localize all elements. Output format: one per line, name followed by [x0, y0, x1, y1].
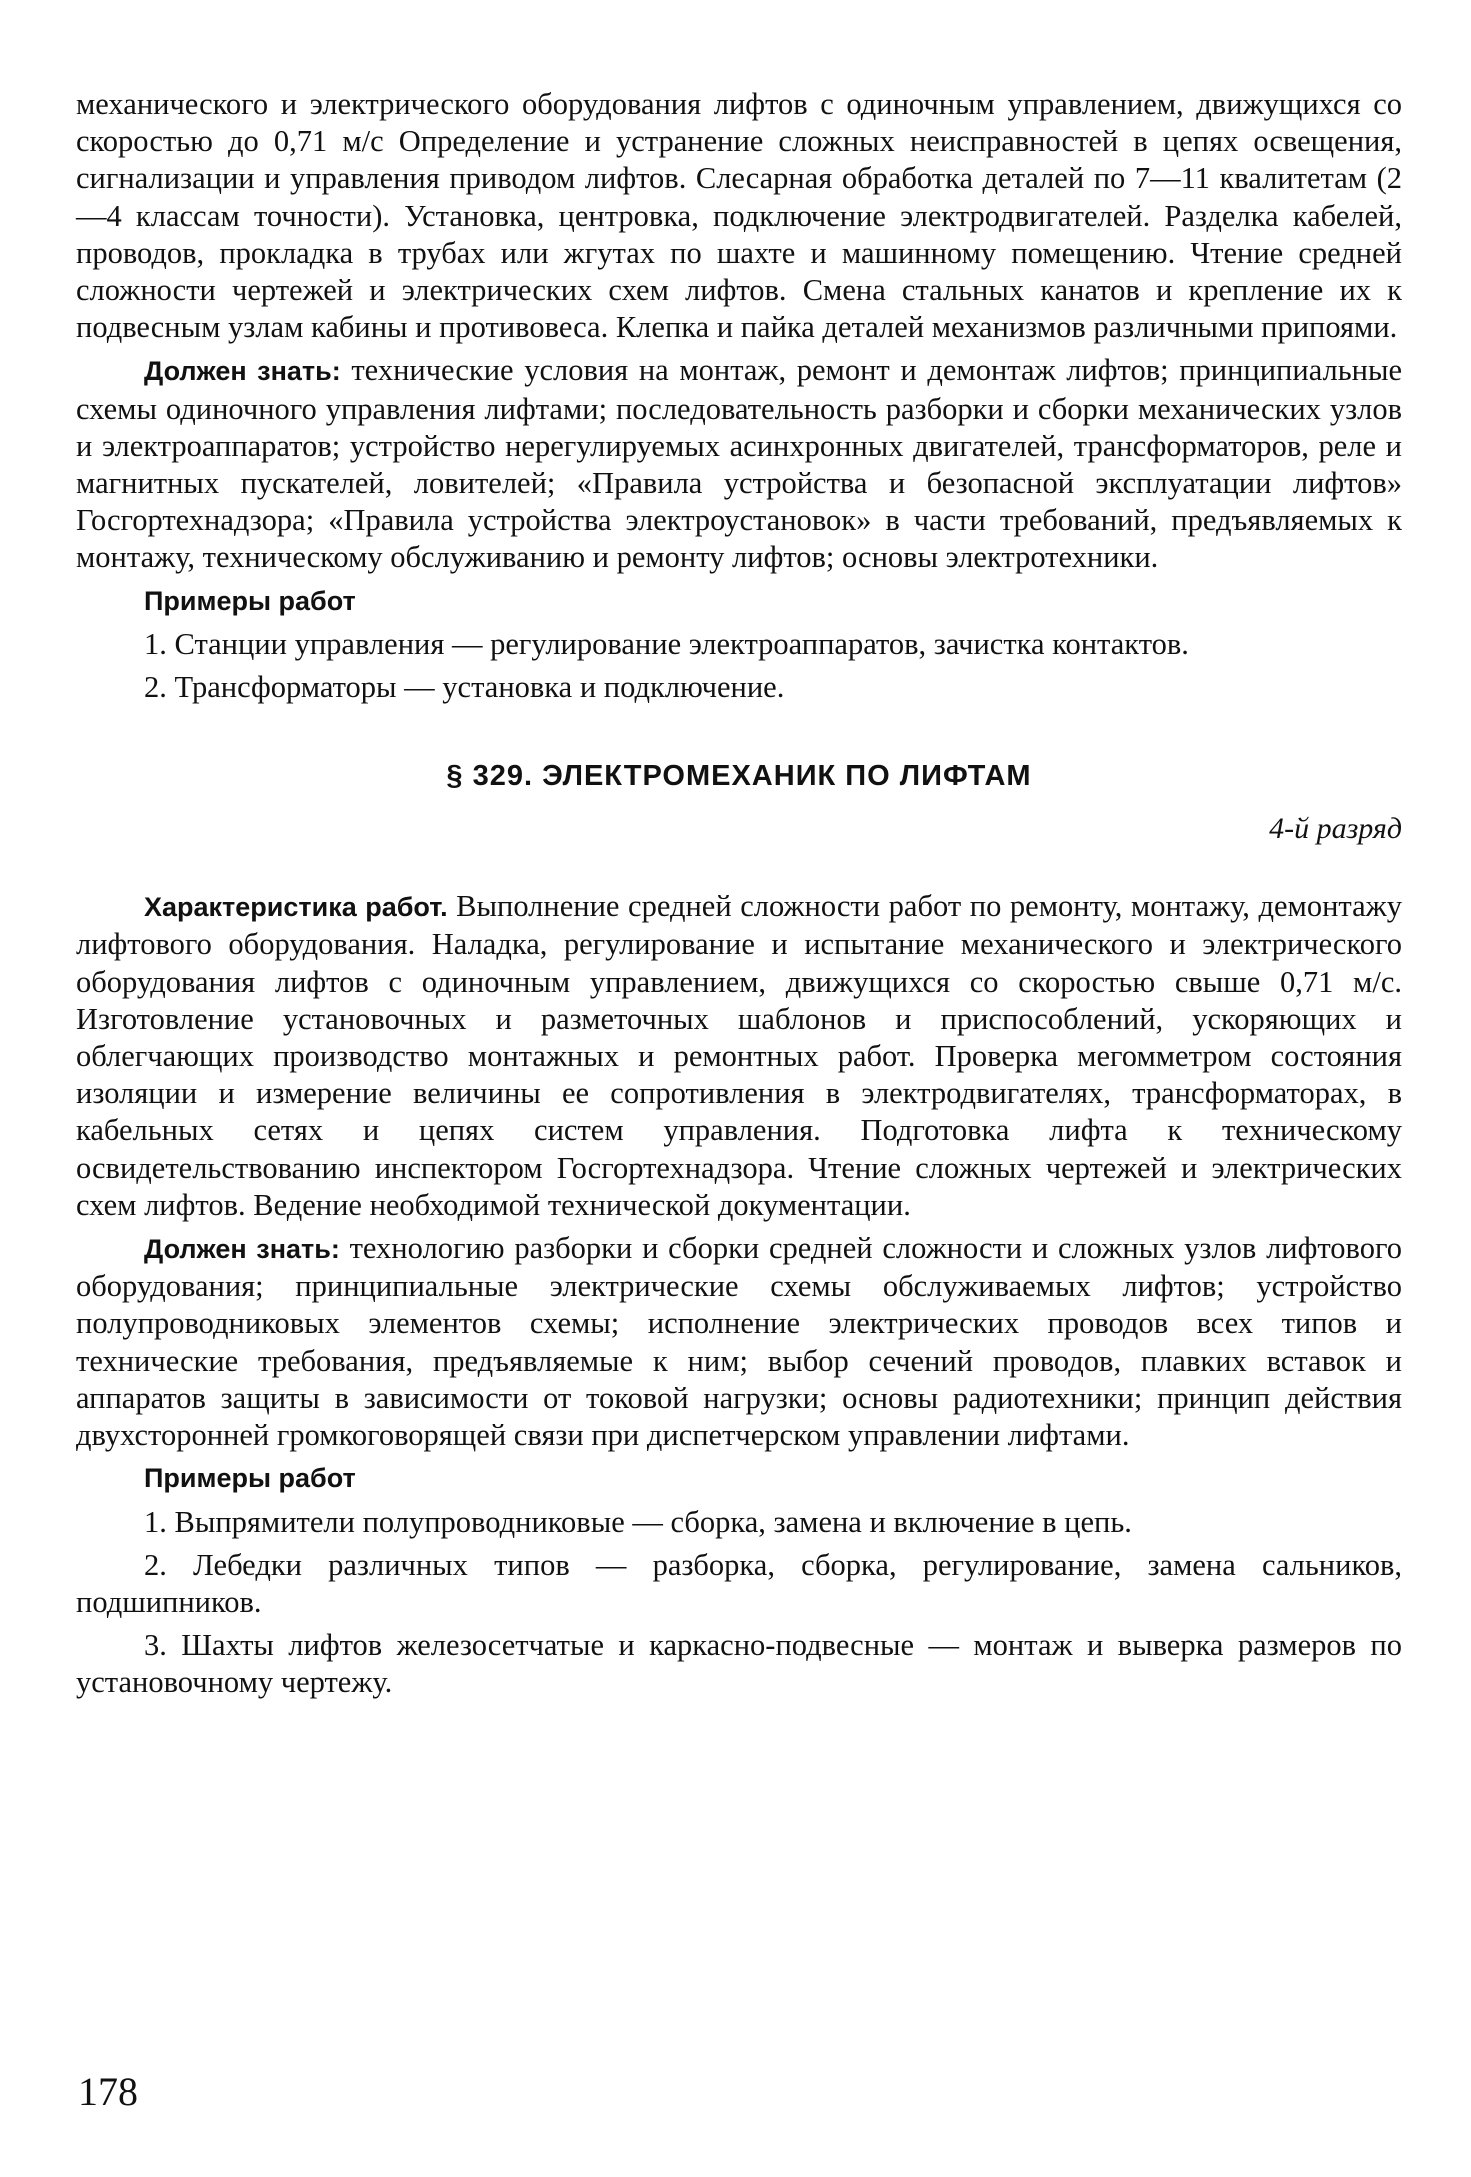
example-item: 3. Шахты лифтов железосетчатые и каркасно-подвесные — монтаж и выверка размеров по установочному чертежу. — [76, 1628, 1402, 1700]
grade3-must-know-text: технические условия на монтаж, ремонт и демонтаж лифтов; принципиальные схемы одиночного управления лифтами; последовательность разборки и сборки механических узлов и электроаппаратов; устройство нерегулируемых асинхронных двигателей, трансформаторов, реле и магнитных пускателей, ловителей; «Правила устройства и безопасной эксплуатации лифтов» Госгортехнадзора; «Правила устройства электроустановок» в части требований, предъявляемых к монтажу, техническому обслуживанию и ремонту лифтов; основы электротехники. — [76, 353, 1402, 575]
grade3-must-know-paragraph — [76, 352, 1402, 576]
page-body — [76, 86, 1402, 1702]
grade3-example-item: 1. Станции управления — регулирование электроаппаратов, зачистка контактов. — [144, 626, 1189, 661]
grade3-must-know-label: Должен знать: — [144, 356, 341, 387]
grade3-example-item: 2. Трансформаторы — установка и подключение. — [144, 670, 785, 705]
characteristic-text: Выполнение средней сложности работ по ремонту, монтажу, демонтажу лифтового оборудования. Наладка, регулирование и испытание механического и электрического оборудования лифтов с одиночным управлением, движущихся со скоростью свыше 0,71 м/с. Изготовление установочных и разметочных шаблонов и приспособлений, ускоряющих и облегчающих производство монтажных и ремонтных работ. Проверка мегомметром состояния изоляции и измерение величины ее сопротивления в электродвигателях, трансформаторах, в кабельных сетях и цепях систем управления. Подготовка лифта к техническому освидетельствованию инспектором Госгортехнадзора. Чтение сложных чертежей и электрических схем лифтов. Ведение необходимой технической документации. — [76, 889, 1402, 1222]
continued-paragraph: механического и электрического оборудования лифтов с одиночным управлением, движущихся со скоростью до 0,71 м/с Определение и устранение сложных неисправностей в цепях освещения, сигнализации и управления приводом лифтов. Слесарная обработка деталей по 7—11 квалитетам (2—4 классам точности). Установка, центровка, подключение электродвигателей. Разделка кабелей, проводов, прокладка в трубах или жгутах по шахте и машинному помещению. Чтение средней сложности чертежей и электрических схем лифтов. Смена стальных канатов и крепление их к подвесным узлам кабины и противовеса. Клепка и пайка деталей механизмов различными припоями. — [76, 87, 1402, 345]
page-number: 178 — [78, 2069, 138, 2114]
must-know-paragraph — [76, 1230, 1402, 1454]
must-know-label: Должен знать: — [144, 1234, 340, 1265]
example-item: 2. Лебедки различных типов — разборка, сборка, регулирование, замена сальников, подшипников. — [76, 1547, 1402, 1619]
examples-heading: Примеры работ — [144, 1463, 356, 1494]
characteristic-label: Характеристика работ. — [144, 892, 448, 923]
section-grade: 4-й разряд — [1269, 812, 1402, 846]
example-item: 1. Выпрямители полупроводниковые — сборка, замена и включение в цепь. — [144, 1504, 1132, 1539]
characteristic-paragraph — [76, 888, 1402, 1224]
section-title: § 329. ЭЛЕКТРОМЕХАНИК ПО ЛИФТАМ — [446, 760, 1032, 793]
grade3-examples-heading: Примеры работ — [144, 585, 356, 616]
must-know-text: технологию разборки и сборки средней сложности и сложных узлов лифтового оборудования; принципиальные электрические схемы обслуживаемых лифтов; устройство полупроводниковых элементов схемы; исполнение электрических проводов всех типов и технические требования, предъявляемые к ним; выбор сечений проводов, плавких вставок и аппаратов защиты в зависимости от токовой нагрузки; основы радиотехники; принцип действия двухсторонней громкоговорящей связи при диспетчерском управлении лифтами. — [76, 1231, 1402, 1453]
